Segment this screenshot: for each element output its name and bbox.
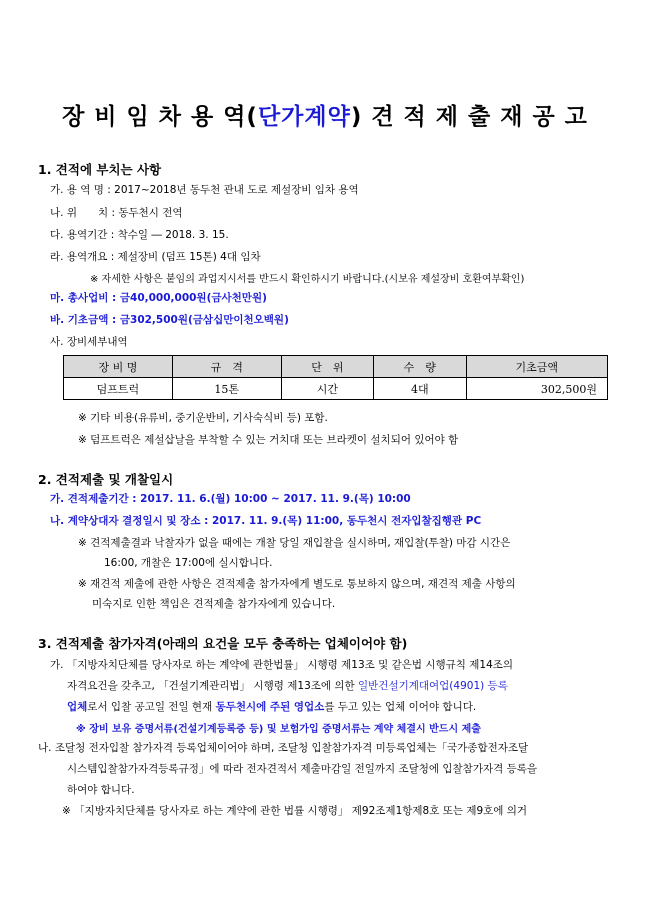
col-base-amount: 기초금액 [466,356,607,378]
qualification-c-line1: ※ 「지방자치단체를 당사자로 하는 계약에 관한 법률 시행령」 제92조제1항제8호 또는 제9호에 의거 [62,805,528,817]
qualification-a-line2: 자격요건을 갖추고, 「건설기계관리법」 시행령 제13조에 의한 일반건설기계대여업(4901) 등록 [67,680,508,692]
service-overview: 라. 용역개요 : 제설장비 (덤프 15톤) 4대 임차 [50,251,261,263]
qualification-b-line1: 나. 조달청 전자입찰 참가자격 등록업체이어야 하며, 조달청 입찰참가자격 미등록업체는「국가종합전자조달 [38,742,529,754]
cost-note: ※ 기타 비용(유류비, 중기운반비, 기사숙식비 등) 포함. [78,412,328,424]
table-row [64,378,608,400]
truck-note: ※ 덤프트럭은 제설삽날을 부착할 수 있는 거치대 또는 브라켓이 설치되어 있어야 함 [78,434,459,446]
col-equipment: 장 비 명 [64,356,173,378]
section-2-heading: 2. 견적제출 및 개찰일시 [38,472,174,487]
location: 나. 위 치 : 동두천시 전역 [50,207,183,219]
table-header-row [64,356,608,378]
cell-spec: 15톤 [172,378,281,400]
qualification-a-line3: 업체로서 입찰 공고일 전일 현재 동두천시에 주된 영업소를 두고 있는 업체 이어야 합니다. [67,701,477,713]
cell-quantity: 4대 [374,378,466,400]
col-spec: 규 격 [172,356,281,378]
qualification-b-line2: 시스템입찰참가자격등록규정」에 따라 전자견적서 제출마감일 전일까지 조달청에 입찰참가자격 등록을 [67,763,538,775]
requote-note-line1: ※ 재견적 제출에 관한 사항은 견적제출 참가자에게 별도로 통보하지 않으며, 재견적 제출 사항의 [78,578,516,590]
cell-unit: 시간 [281,378,373,400]
col-unit: 단 위 [281,356,373,378]
qualification-a-line1: 가. 「지방자치단체를 당사자로 하는 계약에 관한법률」 시행령 제13조 및 같은법 시행규칙 제14조의 [50,659,514,671]
service-name: 가. 용 역 명 : 2017~2018년 동두천 관내 도로 제설장비 임차 용역 [50,184,359,196]
submission-period: 가. 견적제출기간 : 2017. 11. 6.(월) 10:00 ~ 2017. 11. 9.(목) 10:00 [50,493,411,505]
total-budget: 마. 총사업비 : 금40,000,000원(금사천만원) [50,292,267,304]
service-period: 다. 용역기간 : 착수일 ― 2018. 3. 15. [50,229,229,241]
base-amount: 바. 기초금액 : 금302,500원(금삼십만이천오백원) [50,314,289,326]
rebid-note-line1: ※ 견적제출결과 낙찰자가 없을 때에는 개찰 당일 재입찰을 실시하며, 재입찰(투찰) 마감 시간은 [78,537,511,549]
cell-equipment: 덤프트럭 [64,378,173,400]
rebid-note-line2: 16:00, 개찰은 17:00에 실시합니다. [104,557,273,569]
overview-note: ※ 자세한 사항은 붙임의 과업지시서를 반드시 확인하시기 바랍니다.(시보유 제설장비 호환여부확인) [90,274,525,285]
page-title: 장 비 임 차 용 역(단가계약) 견 적 제 출 재 공 고 [62,104,588,130]
col-quantity: 수 량 [374,356,466,378]
qualification-b-line3: 하여야 합니다. [67,784,135,796]
requote-note-line2: 미숙지로 인한 책임은 견적제출 참가자에게 있습니다. [92,598,336,610]
cell-base-amount: 302,500원 [466,378,607,400]
equipment-table [63,355,608,400]
section-3-heading: 3. 견적제출 참가자격(아래의 요건을 모두 충족하는 업체이어야 함) [38,636,408,651]
decision-datetime: 나. 계약상대자 결정일시 및 장소 : 2017. 11. 9.(목) 11:00, 동두천시 전자입찰집행관 PC [50,515,482,527]
equipment-details-label: 사. 장비세부내역 [50,336,128,348]
qualification-a-note: ※ 장비 보유 증명서류(건설기계등록증 등) 및 보험가입 증명서류는 계약 체결시 반드시 제출 [76,724,481,735]
section-1-heading: 1. 견적에 부치는 사항 [38,162,162,177]
